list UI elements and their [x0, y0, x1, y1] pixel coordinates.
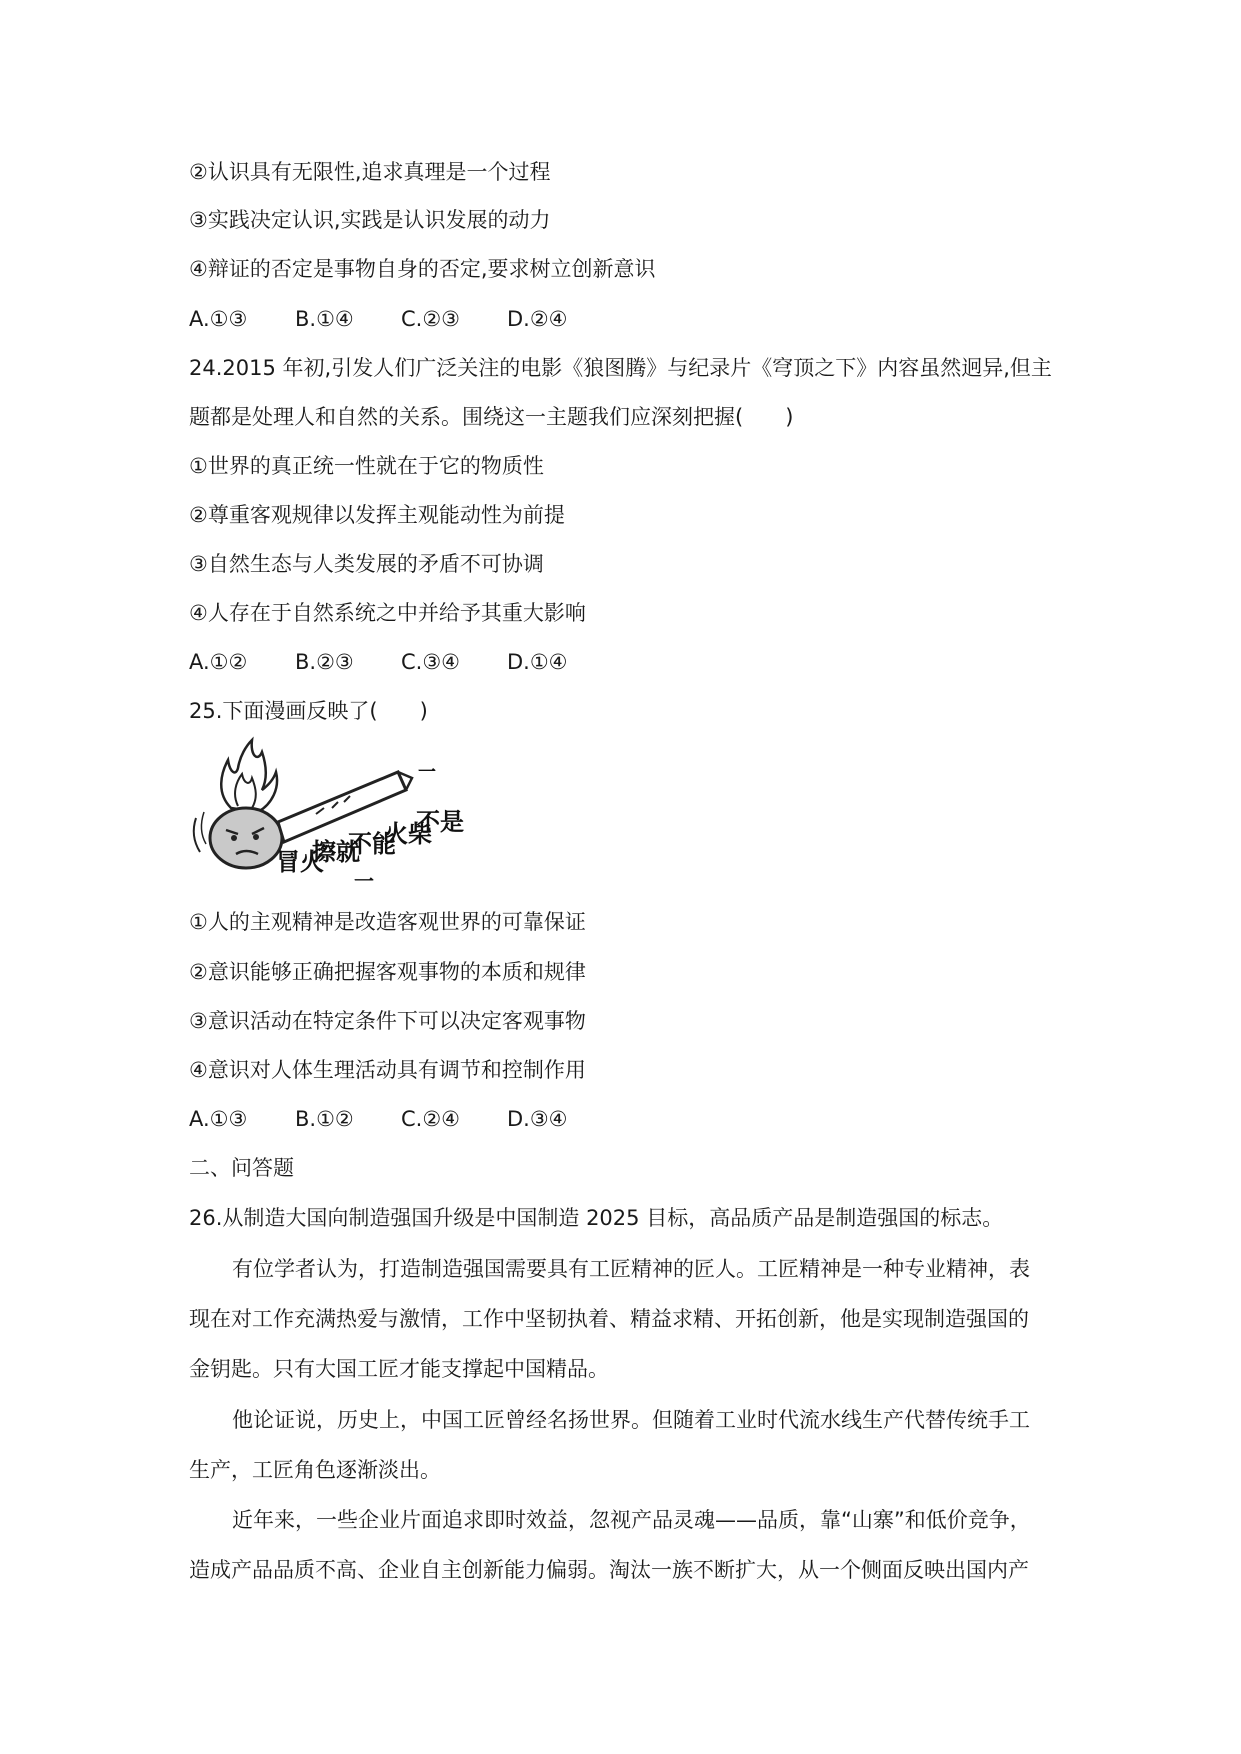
comic-text-2: 擦就 [312, 838, 360, 866]
q23-item-3: ③实践决定认识,实践是认识发展的动力 [189, 208, 551, 232]
q24-option-c: C.③④ [401, 650, 460, 674]
flame-icon [221, 740, 277, 812]
q26-stem: 26.从制造大国向制造强国升级是中国制造 2025 目标，高品质产品是制造强国的标志。 [189, 1206, 1004, 1230]
comic-text-4: 火柴 [384, 820, 432, 848]
q25-option-a: A.①③ [189, 1107, 248, 1131]
q23-item-2: ②认识具有无限性,追求真理是一个过程 [189, 160, 551, 184]
q25-item-3: ③意识活动在特定条件下可以决定客观事物 [189, 1009, 586, 1033]
comic-text-6: 一 [354, 869, 374, 893]
q23-item-4: ④辩证的否定是事物自身的否定,要求树立创新意识 [189, 257, 656, 281]
q26-paragraph-3-line-2: 造成产品品质不高、企业自主创新能力偏弱。淘汰一族不断扩大，从一个侧面反映出国内产 [189, 1558, 1029, 1582]
q25-stem: 25.下面漫画反映了( ) [189, 699, 428, 723]
q23-option-b: B.①④ [295, 307, 354, 331]
q25-option-d: D.③④ [507, 1107, 568, 1131]
q26-paragraph-2-line-2: 生产，工匠角色逐渐淡出。 [189, 1458, 441, 1482]
q24-options [189, 648, 568, 676]
comic-text-7: 一 [418, 762, 436, 783]
q23-option-d: D.②④ [507, 307, 568, 331]
q24-item-3: ③自然生态与人类发展的矛盾不可协调 [189, 552, 544, 576]
q24-option-b: B.②③ [295, 650, 354, 674]
comic-text-3: 不能 [348, 830, 396, 858]
q25-options [189, 1105, 568, 1133]
q24-option-a: A.①② [189, 650, 248, 674]
q25-item-4: ④意识对人体生理活动具有调节和控制作用 [189, 1058, 586, 1082]
q26-paragraph-2-line-1: 他论证说，历史上，中国工匠曾经名扬世界。但随着工业时代流水线生产代替传统手工 [232, 1408, 1030, 1432]
q24-item-4: ④人存在于自然系统之中并给予其重大影响 [189, 601, 586, 625]
q23-option-a: A.①③ [189, 307, 248, 331]
q26-paragraph-1-line-2: 现在对工作充满热爱与激情，工作中坚韧执着、精益求精、开拓创新，他是实现制造强国的 [189, 1307, 1029, 1331]
q25-item-1: ①人的主观精神是改造客观世界的可靠保证 [189, 910, 586, 934]
q26-paragraph-1-line-3: 金钥匙。只有大国工匠才能支撑起中国精品。 [189, 1357, 609, 1381]
q23-option-c: C.②③ [401, 307, 460, 331]
q23-options [189, 305, 568, 333]
q26-paragraph-1-line-1: 有位学者认为，打造制造强国需要具有工匠精神的匠人。工匠精神是一种专业精神，表 [232, 1257, 1030, 1281]
q25-option-b: B.①② [295, 1107, 354, 1131]
comic-text-5: 不是 [416, 808, 464, 836]
q24-option-d: D.①④ [507, 650, 568, 674]
match-head-icon [210, 808, 282, 868]
q25-option-c: C.②④ [401, 1107, 460, 1131]
comic-text-1: 冒火 [276, 848, 324, 876]
q25-item-2: ②意识能够正确把握客观事物的本质和规律 [189, 960, 586, 984]
q24-item-2: ②尊重客观规律以发挥主观能动性为前提 [189, 503, 565, 527]
q24-stem-line-2: 题都是处理人和自然的关系。围绕这一主题我们应深刻把握( ) [189, 405, 794, 429]
section-heading: 二、问答题 [189, 1156, 294, 1180]
match-cartoon-image [186, 738, 464, 898]
q24-stem-line-1: 24.2015 年初,引发人们广泛关注的电影《狼图腾》与纪录片《穹顶之下》内容虽然迥异,但主 [189, 356, 1052, 380]
q26-paragraph-3-line-1: 近年来，一些企业片面追求即时效益，忽视产品灵魂——品质，靠“山寨”和低价竞争， [232, 1508, 1031, 1532]
q24-item-1: ①世界的真正统一性就在于它的物质性 [189, 454, 544, 478]
